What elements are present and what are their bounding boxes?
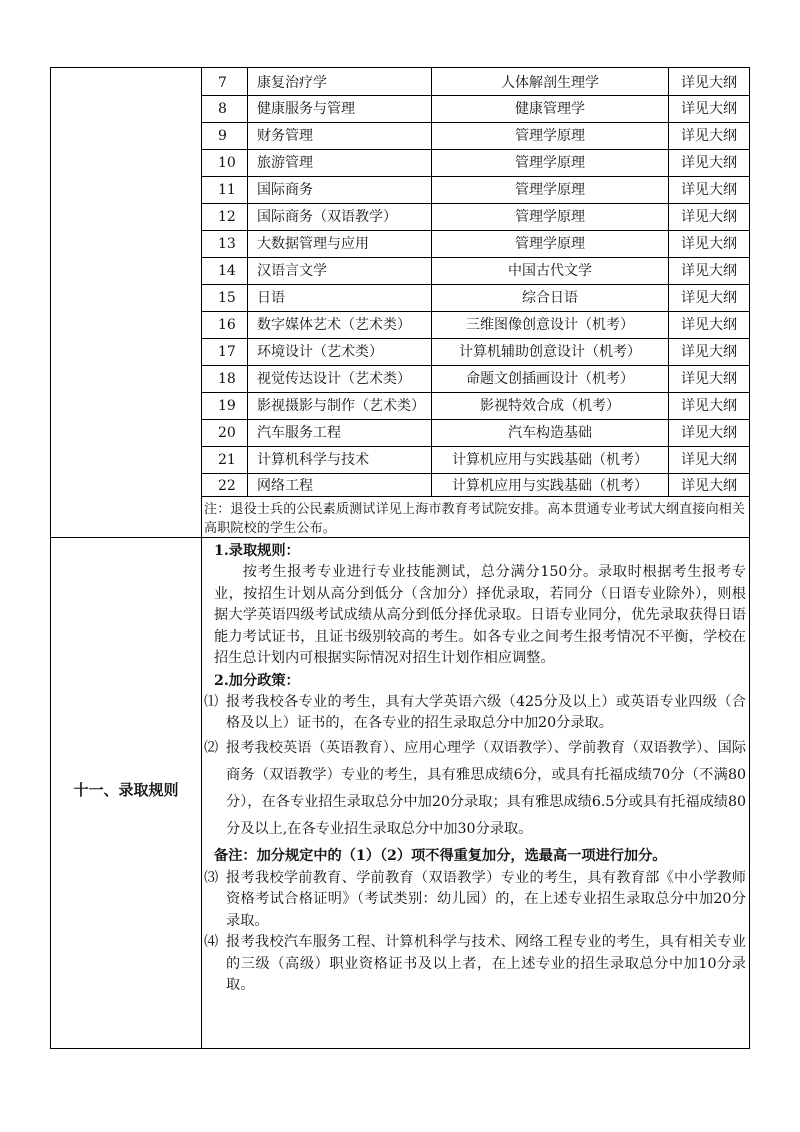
section-label: 十一、录取规则 [73,781,179,799]
major-name: 环境设计（艺术类） [257,344,383,360]
item-text: 报考我校学前教育、学前教育（双语教学）专业的考生，具有教育部《中小学教师资格考试合格证明》（考试类别：幼儿园）的，在上述专业招生录取总分中加20分录取。 [226,869,746,929]
outline-ref: 详见大纲 [681,209,737,225]
item-number: ⑷ [204,934,219,950]
outline-ref: 详见大纲 [681,344,737,360]
table-row [201,177,751,204]
row-number: 8 [218,101,227,117]
major-name: 数字媒体艺术（艺术类） [257,317,411,333]
outline-ref: 详见大纲 [681,263,737,279]
bonus-item [204,932,750,997]
exam-subject: 三维图像创意设计（机考） [466,317,634,333]
row-number: 22 [218,478,236,494]
table-row [201,70,751,97]
table-row [201,420,751,447]
table-row [201,366,751,393]
row-number: 10 [218,155,236,171]
exam-subject: 中国古代文学 [508,263,592,279]
row-number: 17 [218,344,236,360]
major-name: 财务管理 [257,128,313,144]
exam-subject: 影视特效合成（机考） [480,398,620,414]
exam-subject: 健康管理学 [515,101,585,117]
item-number: ⑴ [204,693,219,710]
table-row [201,312,751,339]
major-name: 影视摄影与制作（艺术类） [257,398,425,414]
rule-text: 按考生报考专业进行专业技能测试，总分满分150分。录取时根据考生报考专业，按招生计划从高分到低分（含加分）择优录取，若同分（日语专业除外），则根据大学英语四级考试成绩从高分到低分择优录取。日语专业同分，优先录取获得日语能力考试证书，且证书级别较高的考生。如各专业之间考生报考情况不平衡，学校在招生总计划内可根据实际情况对招生计划作相应调整。 [214,564,746,666]
outline-ref: 详见大纲 [681,290,737,306]
major-name: 康复治疗学 [257,75,327,91]
rule-paragraph [204,562,750,670]
major-name: 网络工程 [257,478,313,494]
table-row [201,231,751,258]
bonus-heading: 2.加分政策： [214,672,300,689]
admission-rules [204,540,750,997]
row-number: 19 [218,398,236,414]
table-row [201,339,751,366]
exam-subject: 管理学原理 [515,236,585,252]
table-row [201,447,751,474]
table-note: 注：退役士兵的公民素质测试详见上海市教育考试院安排。高本贯通专业考试大纲直接向相关高职院校的学生公布。 [204,502,746,536]
row-number: 13 [218,236,236,252]
table-row [201,150,751,177]
exam-subject: 计算机应用与实践基础（机考） [452,452,648,468]
exam-subject: 综合日语 [522,290,578,306]
row-number: 18 [218,371,236,387]
table-row [201,393,751,420]
table-row [201,204,751,231]
table-row [201,258,751,285]
major-name: 汉语言文学 [257,263,327,279]
major-name: 大数据管理与应用 [257,236,369,252]
item-text: 报考我校各专业的考生，具有大学英语六级（425分及以上）或英语专业四级（合格及以上）证书的，在各专业的招生录取总分中加20分录取。 [226,693,746,731]
exam-subject: 管理学原理 [515,209,585,225]
exam-subject: 管理学原理 [515,155,585,171]
major-name: 健康服务与管理 [257,101,355,117]
row-number: 14 [218,263,236,279]
table-row [201,123,751,150]
table-row [201,285,751,312]
major-name: 汽车服务工程 [257,425,341,441]
outline-ref: 详见大纲 [681,236,737,252]
outline-ref: 详见大纲 [681,182,737,198]
table-row [201,96,751,123]
exam-subject: 人体解剖生理学 [501,75,599,91]
exam-subject: 管理学原理 [515,128,585,144]
major-name: 国际商务（双语教学） [257,209,397,225]
item-text: 报考我校汽车服务工程、计算机科学与技术、网络工程专业的考生，具有相关专业的三级（高级）职业资格证书及以上者，在上述专业的招生录取总分中加10分录取。 [226,934,746,993]
outline-ref: 详见大纲 [681,452,737,468]
bonus-item [204,868,750,933]
table-row [201,473,751,500]
document-table [50,67,750,1049]
major-name: 旅游管理 [257,155,313,171]
exam-subject: 命题文创插画设计（机考） [466,371,634,387]
row-number: 12 [218,209,236,225]
exam-subject: 管理学原理 [515,182,585,198]
row-number: 15 [218,290,236,306]
row-number: 9 [218,128,227,144]
major-name: 视觉传达设计（艺术类） [257,371,411,387]
major-name: 计算机科学与技术 [257,452,369,468]
row-number: 7 [218,75,227,91]
bonus-item [204,692,750,735]
item-text: 报考我校英语（英语教育）、应用心理学（双语教学）、学前教育（双语教学）、国际商务（双语教学）专业的考生，具有雅思成绩6分，或具有托福成绩70分（不满80分），在各专业招生录取总分中加20分录取；具有雅思成绩6.5分或具有托福成绩80分及以上,在各专业招生录取总分中加30分录取。 [226,739,746,837]
outline-ref: 详见大纲 [681,155,737,171]
item-number: ⑵ [204,739,219,756]
major-name: 日语 [257,290,285,306]
row-number: 21 [218,452,236,468]
outline-ref: 详见大纲 [681,101,737,117]
outline-ref: 详见大纲 [681,128,737,144]
exam-subject: 汽车构造基础 [508,425,592,441]
exam-subject: 计算机辅助创意设计（机考） [459,344,641,360]
exam-subject: 计算机应用与实践基础（机考） [452,478,648,494]
outline-ref: 详见大纲 [681,425,737,441]
item-number: ⑶ [204,869,219,886]
rule-heading: 1.录取规则： [214,543,300,559]
bonus-item [204,735,750,843]
outline-ref: 详见大纲 [681,317,737,333]
outline-ref: 详见大纲 [681,371,737,387]
outline-ref: 详见大纲 [681,398,737,414]
outline-ref: 详见大纲 [681,478,737,494]
row-number: 20 [218,425,236,441]
outline-ref: 详见大纲 [681,75,737,91]
row-number: 16 [218,317,236,333]
major-name: 国际商务 [257,182,313,198]
row-number: 11 [218,182,236,198]
bonus-remark: 备注：加分规定中的（1）（2）项不得重复加分，选最高一项进行加分。 [214,847,667,864]
